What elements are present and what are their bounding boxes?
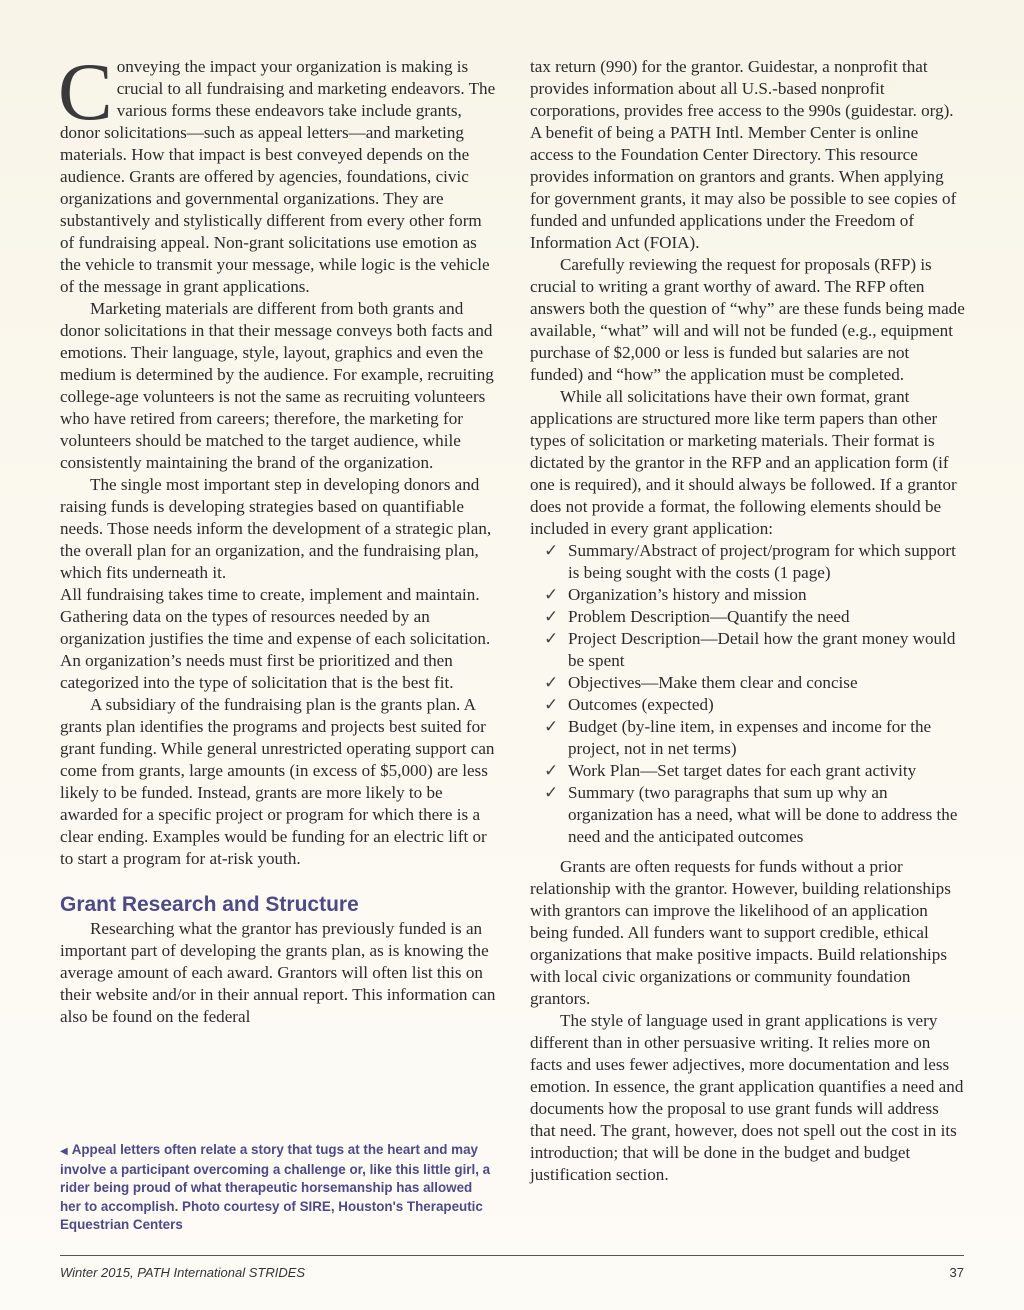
body-paragraph: While all solicitations have their own format, grant applications are structured more like term papers than other types of solicitation or marketing materials. Their format is dictated by the grantor in the RFP and an application form (if one is required), and it should always be followed. If a grantor does not provide a format, the following elements should be included in every grant application: [530,387,957,538]
list-item: ✓ Objectives—Make them clear and concise [544,673,858,692]
list-item: ✓ Problem Description—Quantify the need [544,607,850,626]
body-paragraph: The style of language used in grant applications is very different than in other persuasive writing. It relies more on facts and uses fewer adjectives, more documentation and less emotion. In essence, the grant application quantifies a need and documents how the proposal to use grant funds will address that need. The grant, however, does not spell out the cost in its introduction; that will be done in the budget and budget justification section. [530,1011,964,1184]
page-number: 37 [949,1265,964,1280]
body-paragraph: Carefully reviewing the request for proposals (RFP) is crucial to writing a grant worthy of award. The RFP often answers both the question of “why” are these funds being made available, “what” will and will not be funded (e.g., equipment purchase of $2,000 or less is funded but salaries are not funded) and “how” the application must be completed. [530,255,965,384]
checkmark-icon: ✓ [544,695,559,714]
photo-caption: ◀ Appeal letters often relate a story that tugs at the heart and may involve a participant overcoming a challenge or, like this little girl, a rider being proud of what therapeutic horsemanship has allowed her to accomplish. Photo courtesy of SIRE, Houston's Therapeutic Equestrian Centers [60,1142,491,1232]
checkmark-icon: ✓ [544,761,559,780]
drop-cap: C [58,46,113,137]
checkmark-icon: ✓ [544,585,559,604]
body-paragraph: The single most important step in developing donors and raising funds is developing strategies based on quantifiable needs. Those needs inform the development of a strategic plan, the overall plan for an organization, and the fundraising plan, which fits underneath it. [60,475,492,582]
list-item: ✓ Project Description—Detail how the grant money would be spent [544,629,956,670]
body-paragraph: Grants are often requests for funds without a prior relationship with the grantor. However, building relationships with grantors can improve the likelihood of an application being funded. All funders want to support credible, ethical organizations that make positive impacts. Build relationships with local civic organizations or community foundation grantors. [530,857,951,1008]
left-column [58,46,496,1028]
body-paragraph: Marketing materials are different from both grants and donor solicitations in that their message conveys both facts and emotions. Their language, style, layout, graphics and even the medium is determined by the audience. For example, recruiting college-age volunteers is not the same as recruiting volunteers who have retired from careers; therefore, the marketing for volunteers should be matched to the target audience, while consistently maintaining the brand of the organization. [60,299,494,472]
footer-publication: Winter 2015, PATH International STRIDES [60,1265,306,1280]
list-item: ✓ Organization’s history and mission [544,585,807,604]
footer-divider [60,1255,964,1256]
body-paragraph: Researching what the grantor has previously funded is an important part of developing the grants plan, as is knowing the average amount of each award. Grantors will often list this on their website and/or in their annual report. This information can also be found on the federal [60,919,496,1026]
list-item: ✓ Summary (two paragraphs that sum up why an organization has a need, what will be done to address the need and the anticipated outcomes [544,783,958,846]
intro-paragraph: Conveying the impact your organization is making is crucial to all fundraising and marketing endeavors. The various forms these endeavors take include grants, donor solicitations—such as appeal letters—and marketing materials. How that impact is best conveyed depends on the audience. Grants are offered by agencies, foundations, civic organizations and governmental organizations. They are substantively and stylistically different from every other form of fundraising appeal. Non-grant solicitations use emotion as the vehicle to transmit your message, while logic is the vehicle of the message in grant applications. [58,46,496,296]
checkmark-icon: ✓ [544,673,559,692]
list-item: ✓ Budget (by-line item, in expenses and income for the project, not in net terms) [544,717,932,758]
list-item: ✓ Summary/Abstract of project/program for which support is being sought with the costs (1 page) [544,541,956,582]
checkmark-icon: ✓ [544,541,559,560]
grant-elements-checklist [530,540,966,848]
list-item: ✓ Work Plan—Set target dates for each grant activity [544,761,917,780]
list-item: ✓ Outcomes (expected) [544,695,714,714]
right-column [530,56,966,1186]
checkmark-icon: ✓ [544,629,559,648]
left-arrow-icon: ◀ [60,1146,68,1157]
section-heading: Grant Research and Structure [60,893,359,916]
checkmark-icon: ✓ [544,607,559,626]
body-paragraph: A subsidiary of the fundraising plan is the grants plan. A grants plan identifies the programs and projects best suited for grant funding. While general unrestricted operating support can come from grants, large amounts (in excess of $5,000) are less likely to be funded. Instead, grants are more likely to be awarded for a specific project or program for which there is a clear ending. Examples would be funding for an electric lift or to start a program for at-risk youth. [60,695,495,868]
body-paragraph: tax return (990) for the grantor. Guidestar, a nonprofit that provides information about all U.S.-based nonprofit corporations, provides free access to the 990s (guidestar. org). A benefit of being a PATH Intl. Member Center is online access to the Foundation Center Directory. This resource provides information on grantors and grants. When applying for government grants, it may also be possible to see copies of funded and unfunded applications under the Freedom of Information Act (FOIA). [530,57,957,252]
checkmark-icon: ✓ [544,783,559,802]
body-paragraph: All fundraising takes time to create, implement and maintain. Gathering data on the types of resources needed by an organization justifies the time and expense of each solicitation. An organization’s needs must first be prioritized and then categorized into the type of solicitation that is the best fit. [60,585,491,692]
checkmark-icon: ✓ [544,717,559,736]
